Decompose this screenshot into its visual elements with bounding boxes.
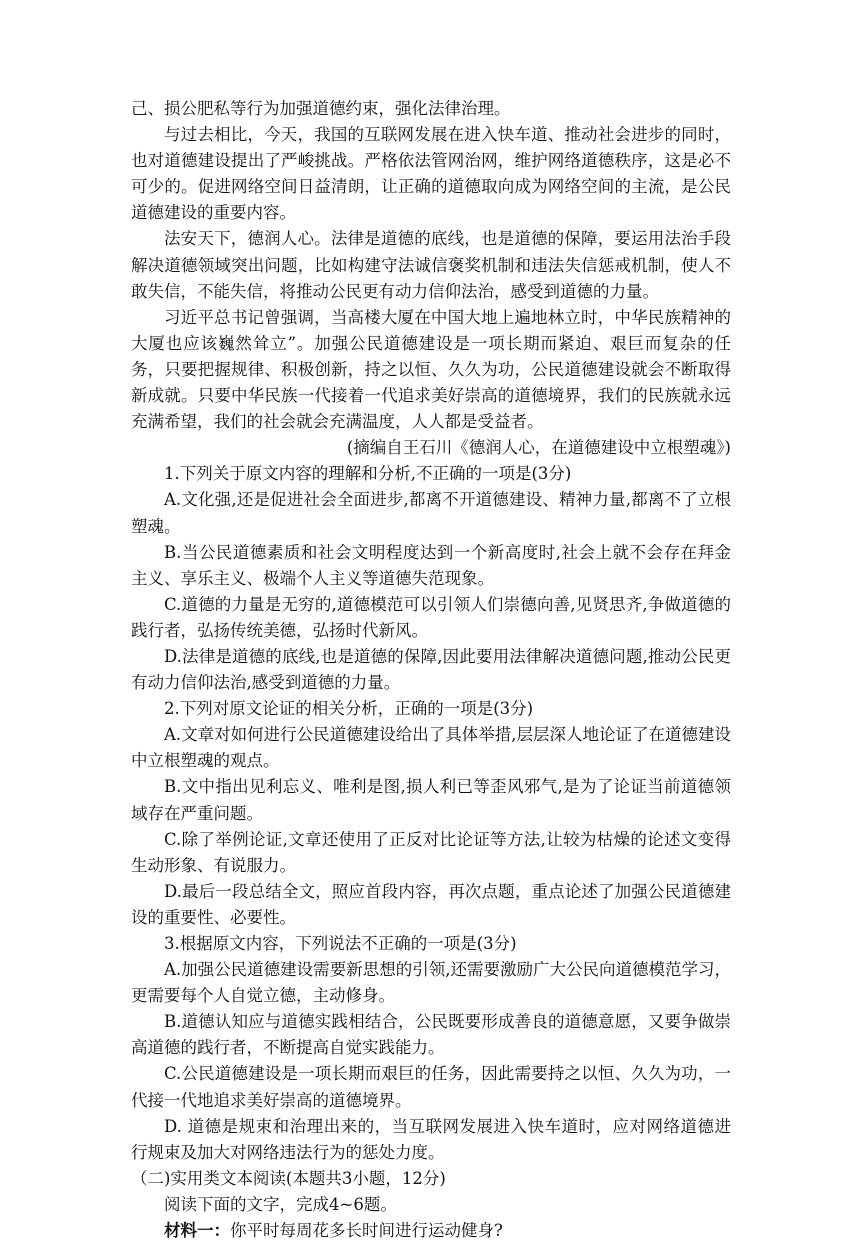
material-one: [131, 1218, 731, 1244]
reading-instruction: 阅读下面的文字，完成4~6题。: [164, 1194, 397, 1214]
question-1-option-d: D.法律是道德的底线,也是道德的保障,因此要用法律解决道德问题,推动公民更有动力信仰法治,感受到道德的力量。: [131, 646, 731, 693]
question-3-option-b: B.道德认知应与道德实践相结合，公民既要形成善良的道德意愿，又要争做崇高道德的践行者，不断提高自觉实践能力。: [131, 1012, 731, 1058]
question-1-option-b: B.当公民道德素质和社会文明程度达到一个新高度时,社会上就不会存在拜金主义、享乐主义、极端个人主义等道德失范现象。: [131, 542, 731, 588]
question-1-option-c: C.道德的力量是无穷的,道德模范可以引领人们崇德向善,见贤思齐,争做道德的践行者，弘扬传统美德，弘扬时代新风。: [131, 594, 731, 640]
question-3-stem: 3.根据原文内容，下列说法不正确的一项是(3分): [164, 934, 517, 953]
source-citation: (摘编自王石川《德润人心，在道德建设中立根塑魂》): [346, 438, 731, 458]
paragraph-2: 与过去相比，今天，我国的互联网发展在进入快车道、推动社会进步的同时，也对道德建设提出了严峻挑战。严格依法管网治网，维护网络道德秩序，这是必不可少的。促进网络空间日益清朗，让正确的道德取向成为网络空间的主流，是公民道德建设的重要内容。: [131, 125, 731, 223]
question-2-option-a: A.文章对如何进行公民道德建设给出了具体举措,层层深人地论证了在道德建设中立根塑魂的观点。: [131, 725, 731, 771]
question-2-stem: 2.下列对原文论证的相关分析，正确的一项是(3分): [164, 699, 534, 719]
section-title: （二)实用类文本阅读(本题共3小题，12分): [131, 1168, 446, 1188]
question-3-option-c: C.公民道德建设是一项长期而艰巨的任务，因此需要持之以恒、久久为功，一代接一代地追求美好崇高的道德境界。: [131, 1064, 731, 1110]
document-page: [131, 96, 731, 1244]
material-question: 你平时每周花多长时间进行运动健身?: [230, 1221, 503, 1241]
question-3-option-d: D. 道德是规束和治理出来的，当互联网发展进入快车道时，应对网络道德进行规束及加大对网络违法行为的惩处力度。: [131, 1116, 731, 1162]
paragraph-4: 习近平总书记曾强调，当高楼大厦在中国大地上遍地林立时，中华民族精神的大厦也应该巍然耸立”。加强公民道德建设是一项长期而紧迫、艰巨而复杂的任务，只要把握规律、积极创新，持之以恒、久久为功，公民道德建设就会不断取得新成就。只要中华民族一代接着一代追求美好崇高的道德境界，我们的民族就永远充满希望，我们的社会就会充满温度，人人都是受益者。: [131, 307, 731, 432]
material-label: 材料一：: [164, 1221, 230, 1241]
question-1-option-a: A.文化强,还是促进社会全面进步,都离不开道德建设、精神力量,都离不了立根塑魂。: [131, 490, 731, 536]
question-1-stem: 1.下列关于原文内容的理解和分析,不正确的一项是(3分): [164, 464, 572, 484]
question-2-option-c: C.除了举例论证,文章还使用了正反对比论证等方法,让较为枯燥的论述文变得生动形象、有说服力。: [131, 829, 731, 875]
question-3-option-a: A.加强公民道德建设需要新思想的引领,还需要激励广大公民向道德模范学习，更需要每个人自觉立德，主动修身。: [131, 960, 731, 1006]
paragraph-3: 法安天下，德润人心。法律是道德的底线，也是道德的保障，要运用法治手段解决道德领域突出问题，比如构建守法诚信褒奖机制和违法失信惩戒机制，使人不敢失信，不能失信，将推动公民更有动力信仰法治，感受到道德的力量。: [131, 229, 731, 301]
paragraph-1: 己、损公肥私等行为加强道德约束，强化法律治理。: [131, 99, 511, 118]
question-2-option-d: D.最后一段总结全文，照应首段内容，再次点题，重点论述了加强公民道德建设的重要性、必要性。: [131, 881, 731, 927]
question-2-option-b: B.文中指出见利忘义、唯利是图,损人利已等歪风邪气,是为了论证当前道德领域存在严重问题。: [131, 777, 731, 823]
